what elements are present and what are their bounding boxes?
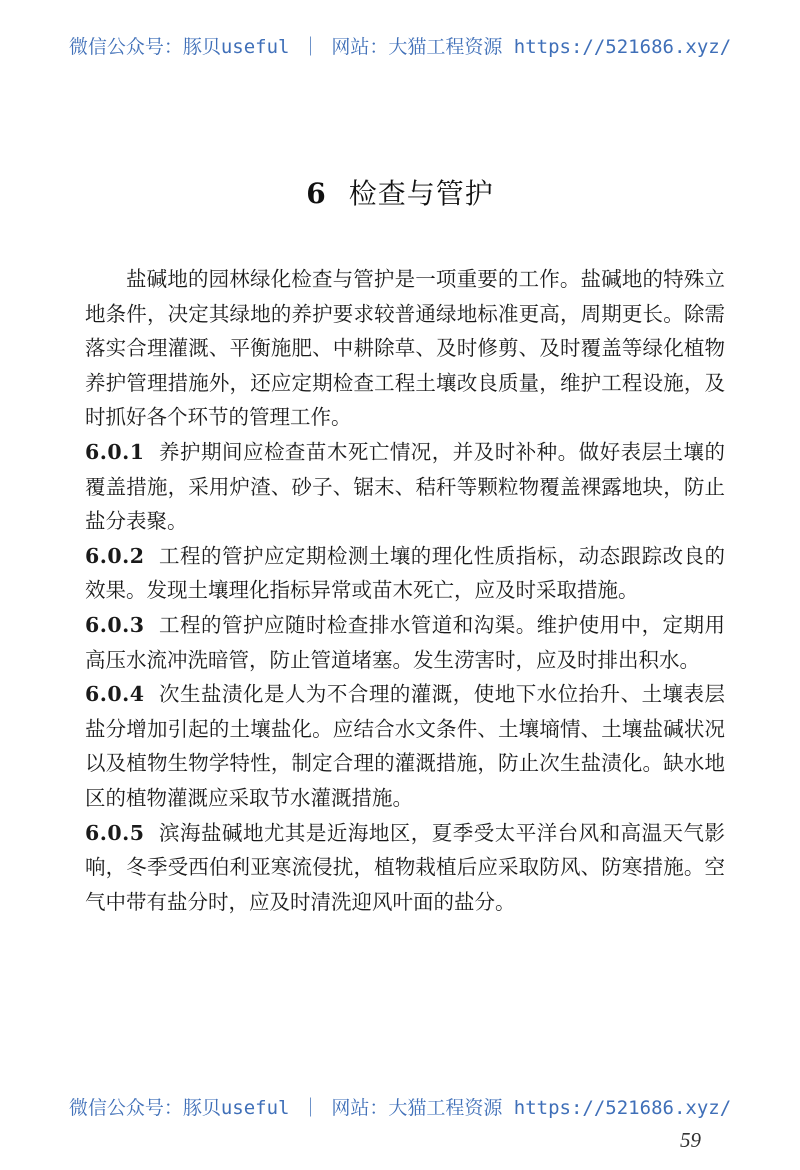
- clause-text: 工程的管护应随时检查排水管道和沟渠。维护使用中，定期用高压水流冲洗暗管，防止管道堵塞。发生涝害时，应及时排出积水。: [85, 612, 725, 672]
- clause-6-0-2: [85, 539, 725, 608]
- clause-number: 6.0.3: [85, 612, 145, 637]
- clause-text: 次生盐渍化是人为不合理的灌溉，使地下水位抬升、土壤表层盐分增加引起的土壤盐化。应结合水文条件、土壤墒情、土壤盐碱状况以及植物生物学特性，制定合理的灌溉措施，防止次生盐渍化。缺水地区的植物灌溉应采取节水灌溉措施。: [85, 682, 725, 810]
- clause-number: 6.0.2: [85, 543, 145, 568]
- page-number: 59: [680, 1128, 701, 1152]
- clause-6-0-4: [85, 677, 725, 815]
- clause-text: 滨海盐碱地尤其是近海地区，夏季受太平洋台风和高温天气影响，冬季受西伯利亚寒流侵扰，植物栽植后应采取防风、防寒措施。空气中带有盐分时，应及时清洗迎风叶面的盐分。: [85, 820, 725, 914]
- clause-number: 6.0.5: [85, 820, 145, 845]
- watermark-bottom: 微信公众号：豚贝useful ｜ 网站：大猫工程资源 https://521686.xyz/: [68, 1097, 732, 1119]
- clause-6-0-3: [85, 608, 725, 677]
- clause-text: 养护期间应检查苗木死亡情况，并及时补种。做好表层土壤的覆盖措施，采用炉渣、砂子、锯末、秸秆等颗粒物覆盖裸露地块，防止盐分表聚。: [85, 439, 725, 534]
- intro-paragraph: 盐碱地的园林绿化检查与管护是一项重要的工作。盐碱地的特殊立地条件，决定其绿地的养护要求较普通绿地标准更高，周期更长。除需落实合理灌溉、平衡施肥、中耕除草、及时修剪、及时覆盖等绿化植物养护管理措施外，还应定期检查工程土壤改良质量，维护工程设施，及时抓好各个环节的管理工作。: [85, 267, 725, 430]
- watermark-top: 微信公众号：豚贝useful ｜ 网站：大猫工程资源 https://521686.xyz/: [68, 36, 732, 58]
- chapter-title: [0, 172, 800, 212]
- clause-text: 工程的管护应定期检测土壤的理化性质指标，动态跟踪改良的效果。发现土壤理化指标异常或苗木死亡，应及时采取措施。: [85, 543, 725, 603]
- clause-6-0-1: [85, 435, 725, 539]
- chapter-title-text: 检查与管护: [348, 177, 494, 210]
- chapter-body: [85, 262, 725, 919]
- clause-number: 6.0.4: [85, 682, 145, 707]
- clause-number: 6.0.1: [85, 439, 145, 464]
- clause-6-0-5: [85, 816, 725, 920]
- chapter-number: 6: [306, 177, 327, 210]
